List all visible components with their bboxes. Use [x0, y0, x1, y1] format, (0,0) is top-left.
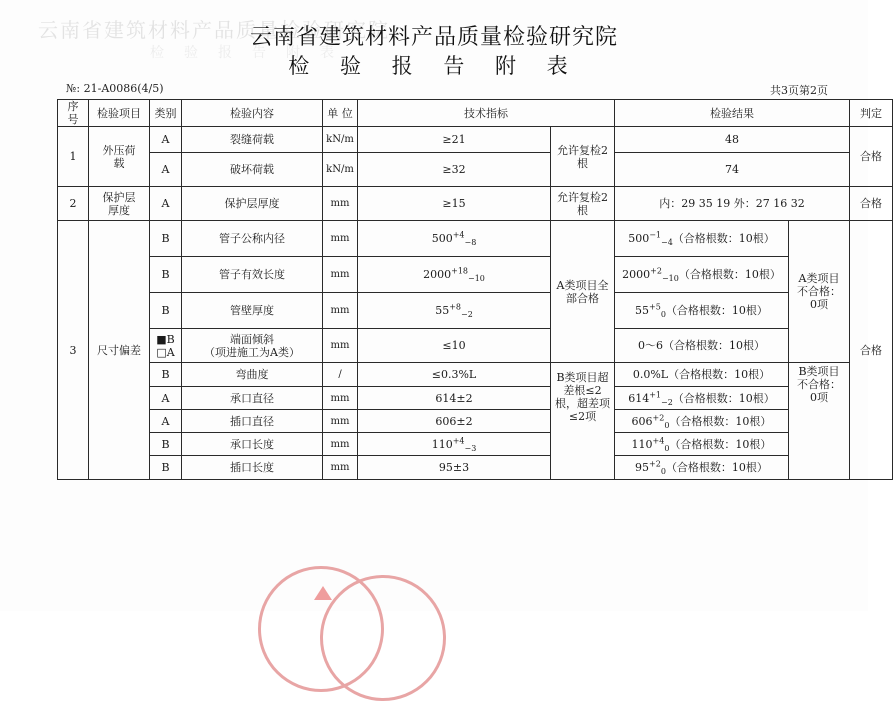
class-cell: A [150, 187, 182, 221]
group-b-requirement-cell: B类项目超差根≤2根，超差项≤2项 [551, 363, 615, 480]
unit-cell: mm [323, 293, 358, 329]
spec-cell: 95±3 [358, 456, 551, 480]
spec-cell: $500^{+4}_{-8}$ [358, 221, 551, 257]
spec-cell: 614±2 [358, 387, 551, 410]
header-spec: 技术指标 [358, 100, 615, 127]
verdict-cell: 合格 [850, 187, 893, 221]
seal-emblem-icon [314, 586, 332, 600]
content-cell: 裂缝荷载 [182, 127, 323, 153]
unit-cell: kN/m [323, 153, 358, 187]
watermark-ghost: 云南省建筑材料产品质量检验研究院 [38, 18, 390, 42]
result-cell: $95^{+2}_0$（合格根数：10根） [615, 456, 789, 480]
class-cell: A [150, 410, 182, 433]
table-row [58, 329, 893, 363]
content-cell: 保护层厚度 [182, 187, 323, 221]
result-cell: $110^{+4}_0$（合格根数：10根） [615, 433, 789, 456]
result-cell: $2000^{+2}_{-10}$（合格根数：10根） [615, 257, 789, 293]
table-row [58, 153, 893, 187]
spec-cell: $2000^{+18}_{-10}$ [358, 257, 551, 293]
table-row [58, 293, 893, 329]
seq-cell: 3 [58, 221, 89, 480]
table-row [58, 257, 893, 293]
header-class: 类别 [150, 100, 182, 127]
result-cell: $500^{-1}_{-4}$（合格根数：10根） [615, 221, 789, 257]
group-a-fail-cell: A类项目不合格：0项 [789, 221, 850, 363]
content-cell: 承口长度 [182, 433, 323, 456]
unit-cell: mm [323, 456, 358, 480]
class-cell: B [150, 221, 182, 257]
allow-retest-cell: 允许复检2根 [551, 187, 615, 221]
item-cell: 保护层厚度 [89, 187, 150, 221]
class-cell: B [150, 456, 182, 480]
spec-cell: ≥15 [358, 187, 551, 221]
table-row [58, 410, 893, 433]
header-unit: 单 位 [323, 100, 358, 127]
unit-cell: mm [323, 433, 358, 456]
table-header-row [58, 100, 893, 127]
result-cell: $614^{+1}_{-2}$（合格根数：10根） [615, 387, 789, 410]
class-cell: A [150, 153, 182, 187]
class-cell: B [150, 293, 182, 329]
class-cell: B [150, 433, 182, 456]
item-cell: 外压荷载 [89, 127, 150, 187]
spec-cell: 606±2 [358, 410, 551, 433]
header-seq: 序号 [58, 100, 89, 127]
table-row [58, 221, 893, 257]
spec-cell: ≥32 [358, 153, 551, 187]
document-number: №: 21-A0086(4/5) [66, 82, 164, 95]
spec-cell: $55^{+8}_{-2}$ [358, 293, 551, 329]
spec-cell: $110^{+4}_{-3}$ [358, 433, 551, 456]
page-info: 共3页第2页 [770, 84, 828, 97]
allow-retest-cell: 允许复检2根 [551, 127, 615, 187]
result-cell: 内：29 35 19 外：27 16 32 [615, 187, 850, 221]
content-cell: 插口长度 [182, 456, 323, 480]
content-cell: 承口直径 [182, 387, 323, 410]
header-content: 检验内容 [182, 100, 323, 127]
unit-cell: mm [323, 257, 358, 293]
result-cell: 0～6（合格根数：10根） [615, 329, 789, 363]
content-cell: 管子公称内径 [182, 221, 323, 257]
watermark-ghost-subtitle: 检验报告附表 [150, 45, 354, 61]
table-row [58, 456, 893, 480]
result-cell: $606^{+2}_0$（合格根数：10根） [615, 410, 789, 433]
result-cell: 0.0%L（合格根数：10根） [615, 363, 789, 387]
class-cell: A [150, 127, 182, 153]
content-cell: 管子有效长度 [182, 257, 323, 293]
content-cell: 破坏荷载 [182, 153, 323, 187]
spec-cell: ≤10 [358, 329, 551, 363]
unit-cell: mm [323, 410, 358, 433]
group-b-fail-cell: B类项目不合格：0项 [789, 363, 850, 480]
inspection-table [57, 99, 893, 480]
table-row [58, 363, 893, 387]
class-cell: B [150, 257, 182, 293]
table-row [58, 387, 893, 410]
unit-cell: / [323, 363, 358, 387]
seq-cell: 1 [58, 127, 89, 187]
spec-cell: ≥21 [358, 127, 551, 153]
class-cell: A [150, 387, 182, 410]
spec-cell: ≤0.3%L [358, 363, 551, 387]
header-verdict: 判定 [850, 100, 893, 127]
content-cell: 弯曲度 [182, 363, 323, 387]
item-cell: 尺寸偏差 [89, 221, 150, 480]
unit-cell: mm [323, 387, 358, 410]
result-cell: 74 [615, 153, 850, 187]
group-a-requirement-cell: A类项目全部合格 [551, 221, 615, 363]
report-title: 检 验 报 告 附 表 [288, 54, 580, 78]
content-cell: 端面倾斜 （项进施工为A类） [182, 329, 323, 363]
content-cell: 插口直径 [182, 410, 323, 433]
seq-cell: 2 [58, 187, 89, 221]
unit-cell: mm [323, 329, 358, 363]
verdict-cell: 合格 [850, 221, 893, 480]
unit-cell: mm [323, 187, 358, 221]
unit-cell: mm [323, 221, 358, 257]
class-cell: B [150, 363, 182, 387]
header-item: 检验项目 [89, 100, 150, 127]
institute-title: 云南省建筑材料产品质量检验研究院 [249, 25, 618, 50]
result-cell: $55^{+5}_0$（合格根数：10根） [615, 293, 789, 329]
table-row [58, 433, 893, 456]
verdict-cell: 合格 [850, 127, 893, 187]
content-cell: 管壁厚度 [182, 293, 323, 329]
header-result: 检验结果 [615, 100, 850, 127]
unit-cell: kN/m [323, 127, 358, 153]
inspection-seal-stamp [320, 575, 446, 701]
class-cell: ■B □A [150, 329, 182, 363]
result-cell: 48 [615, 127, 850, 153]
table-row [58, 187, 893, 221]
table-row [58, 127, 893, 153]
